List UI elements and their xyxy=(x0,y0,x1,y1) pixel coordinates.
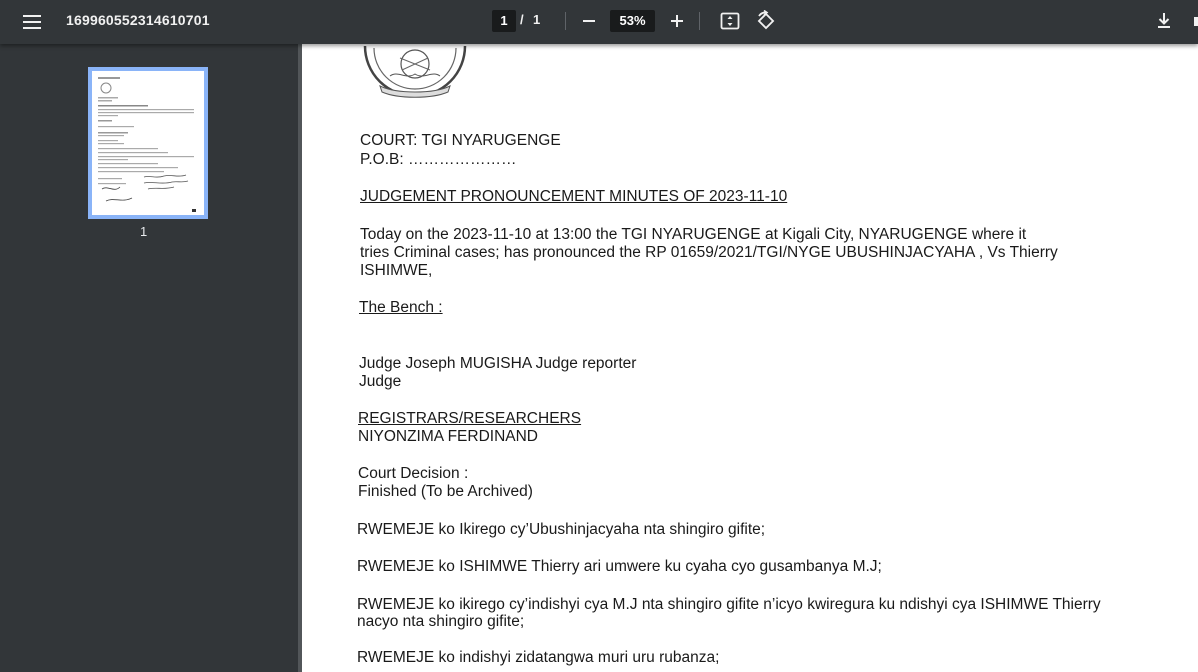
document-title: 169960552314610701 xyxy=(66,12,210,28)
document-viewer[interactable] xyxy=(298,44,1198,672)
page-total: 1 xyxy=(533,12,541,27)
registrars-heading: REGISTRARS/RESEARCHERS xyxy=(358,410,582,427)
thumbnail-preview xyxy=(92,71,204,215)
ruling-paragraph: RWEMEJE ko ikirego cy’indishyi cya M.J nta shingiro gifite n’icyo kwiregura ku ndishyi cya ISHIMWE Thierry xyxy=(357,596,1101,613)
pdf-toolbar xyxy=(0,0,1198,44)
court-line: COURT: TGI NYARUGENGE xyxy=(360,132,561,149)
page-number-input[interactable]: 1 xyxy=(492,10,516,32)
zoom-in-icon[interactable] xyxy=(666,10,688,32)
pob-line: P.O.B: ………………… xyxy=(360,151,517,168)
document-page xyxy=(302,44,1198,672)
toolbar-divider xyxy=(565,12,566,30)
ruling-paragraph: RWEMEJE ko ISHIMWE Thierry ari umwere ku cyaha cyo gusambanya M.J; xyxy=(357,558,882,575)
rotate-icon[interactable] xyxy=(755,10,777,32)
intro-line: ISHIMWE, xyxy=(360,262,433,279)
ruling-paragraph: RWEMEJE ko indishyi zidatangwa muri uru rubanza; xyxy=(357,649,720,666)
print-icon[interactable] xyxy=(1192,10,1198,32)
intro-line: tries Criminal cases; has pronounced the RP 01659/2021/TGI/NYGE UBUSHINJACYAHA , Vs Thierry xyxy=(360,244,1058,261)
judge-line: Judge Joseph MUGISHA Judge reporter xyxy=(359,355,637,372)
ruling-paragraph: RWEMEJE ko Ikirego cy’Ubushinjacyaha nta shingiro gifite; xyxy=(357,521,766,538)
page-separator: / xyxy=(520,12,524,27)
court-decision-value: Finished (To be Archived) xyxy=(358,483,533,500)
page-thumbnail[interactable] xyxy=(88,67,208,219)
menu-icon[interactable] xyxy=(20,11,44,33)
bench-heading: The Bench : xyxy=(359,299,443,316)
fit-to-page-icon[interactable] xyxy=(719,10,741,32)
download-icon[interactable] xyxy=(1153,10,1175,32)
toolbar-divider xyxy=(699,12,700,30)
zoom-level-input[interactable]: 53% xyxy=(610,10,655,32)
document-heading: JUDGEMENT PRONOUNCEMENT MINUTES OF 2023-11-10 xyxy=(360,188,788,205)
court-decision-label: Court Decision : xyxy=(358,465,469,482)
ruling-paragraph: nacyo nta shingiro gifite; xyxy=(357,613,525,630)
registrar-name: NIYONZIMA FERDINAND xyxy=(358,428,538,445)
intro-line: Today on the 2023-11-10 at 13:00 the TGI NYARUGENGE at Kigali City, NYARUGENGE where it xyxy=(360,226,1027,243)
thumbnail-sidebar xyxy=(0,44,298,672)
thumbnail-page-number: 1 xyxy=(140,224,148,239)
zoom-out-icon[interactable] xyxy=(578,10,600,32)
court-seal-icon xyxy=(360,44,470,111)
judge-line: Judge xyxy=(359,373,402,390)
